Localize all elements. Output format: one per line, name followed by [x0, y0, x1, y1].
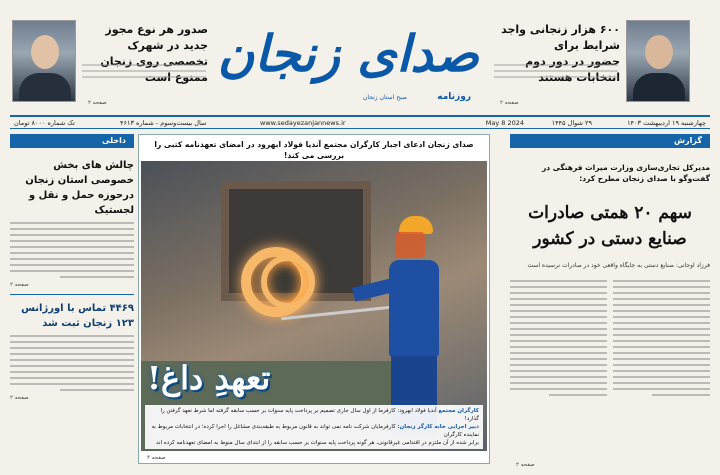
gregorian-date: May 8 2024 — [485, 119, 524, 127]
left-story1-title[interactable]: چالش های بخش خصوصی استان زنجان درحوزه حمل و نقل و لجستیک — [25, 160, 134, 216]
left-story1-body — [10, 222, 134, 278]
header-right-title-2: حضور در دور دوم انتخابات هستند — [525, 55, 620, 84]
left-column — [10, 150, 134, 401]
caption-label-2: دبیر اجرایی خانه کارگر زنجان: — [397, 424, 479, 430]
right-headline-1: سهم ۲۰ همتی صادرات — [528, 203, 692, 223]
right-story-byline: فرزاد اوجانی: صنایع دستی به جایگاه واقعی خود در صادرات نرسیده است — [527, 262, 710, 269]
logo-subtitle: روزنامه — [437, 92, 471, 102]
caption-text-2: کارفرمایان شرکت نامه نمی تواند به قانون مربوط به طبقه‌بندی مشاغل را اجرا کرده؛ در انتخابات مربوط به نماینده کارگران — [151, 424, 479, 438]
left-story1-ref: صفحه ۲ — [10, 282, 29, 288]
factory-worker-photo — [141, 161, 487, 451]
right-story-page-ref: صفحه ۲ — [516, 462, 535, 468]
right-story-headline[interactable] — [510, 200, 710, 252]
official-portrait-photo-left — [12, 20, 76, 102]
left-story2-title[interactable]: ۴۴۶۹ تماس با اورژانس ۱۲۳ زنجان ثبت شد — [21, 303, 134, 329]
logo-subtitle-extra: صبح استان زنجان — [362, 94, 407, 101]
header-left-page-ref: صفحه ۲ — [88, 100, 107, 106]
price: تک شماره ۸۰۰۰ تومان — [14, 119, 75, 127]
website-url[interactable]: www.sedayezanjannews.ir — [260, 119, 346, 127]
worker-figure — [381, 216, 451, 436]
photo-caption — [145, 405, 483, 449]
header-left-title-2: تخصصی روی زنجان ممنوع است — [100, 55, 208, 84]
weekday-date: چهارشنبه ۱۹ اردیبهشت ۱۴۰۳ — [627, 119, 706, 127]
right-story-sub: مدیرکل تجاری‌سازی وزارت میراث فرهنگی در گفت‌وگو با صدای زنجان مطرح کرد: — [541, 163, 710, 183]
section-dakheli[interactable]: داخلی — [10, 134, 134, 148]
header-right-body — [494, 60, 618, 82]
official-portrait-photo — [626, 20, 690, 102]
main-story-page-ref: صفحه ۴ — [147, 455, 166, 461]
section-gozaresh[interactable]: گزارش — [510, 134, 710, 148]
masthead-logo[interactable] — [215, 18, 487, 116]
header-left-body — [82, 60, 206, 82]
main-story — [138, 134, 490, 464]
header-left-title-1: صدور هر نوع مجوز جدید در شهرک — [105, 23, 208, 52]
hijri-date: ۲۹ شوال ۱۴۴۵ — [551, 119, 592, 127]
right-headline-2: صنایع دستی در کشور — [533, 229, 687, 249]
right-story-body — [510, 276, 710, 400]
logo-text: صدای زنجان — [217, 24, 479, 83]
header-right-title-1: ۶۰۰ هزار زنجانی واجد شرایط برای — [501, 23, 620, 52]
caption-text-1: آندیا فولاد ابهرود: کارفرما از اول سال جاری تصمیم بر پرداخت پایه سنوات بر حسب سابقه گرفته اما شرط تعهد گرفتن را گذارد! — [160, 408, 479, 422]
caption-text-3: برابر شده از آن ملتزم در اقتدامی غیرقانونی، هر گونه پرداخت پایه سنوات بر حسب سابقه را از ابتدای سال منوط به امضای تعهدنامه کرده اند — [156, 440, 479, 446]
left-story2-ref: صفحه ۲ — [10, 395, 29, 401]
caption-label-1: کارگران مجتمع — [438, 408, 479, 414]
left-story2-body — [10, 335, 134, 391]
year-issue: سال بیست‌وسوم - شماره ۴۶۱۳ — [120, 119, 207, 127]
header-right-page-ref: صفحه ۲ — [500, 100, 519, 106]
dateline-bar — [10, 115, 710, 129]
main-story-head[interactable]: صدای زنجان ادعای اجبار کارگران مجتمع آندیا فولاد ابهرود در امضای تعهدنامه کتبی را بررسی می کند! — [154, 140, 474, 160]
main-headline[interactable]: تعهدِ داغ! — [147, 359, 271, 397]
